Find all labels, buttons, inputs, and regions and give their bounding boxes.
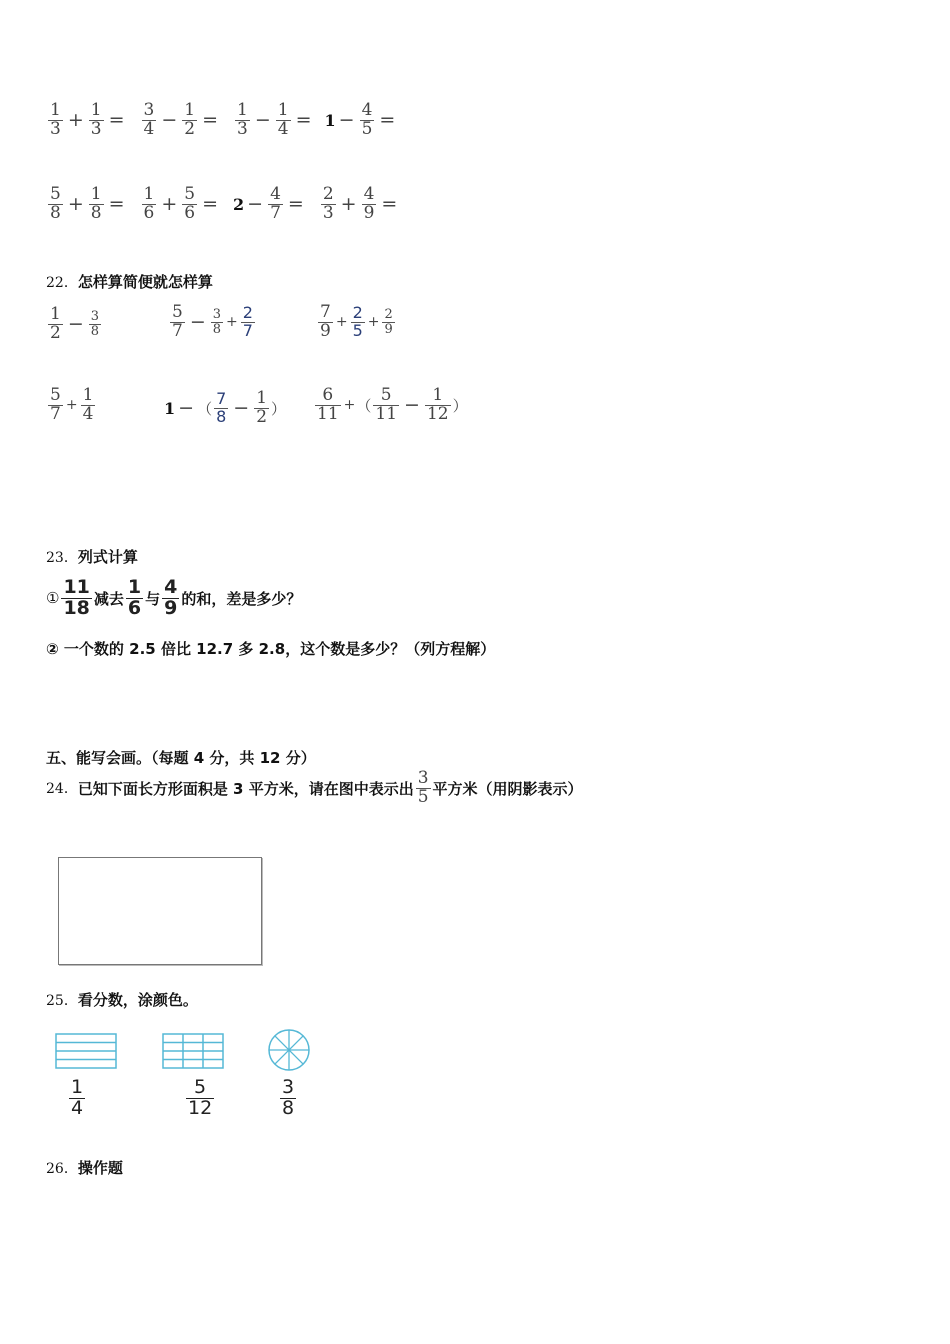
- q22-expr-5: [164, 390, 286, 427]
- question-title: 看分数，涂颜色。: [77, 991, 198, 1009]
- text-and: 与: [145, 589, 161, 608]
- fraction: $\frac{5}{12}$: [188, 1076, 213, 1119]
- section-5-heading: 五、能写会画。（每题 4 分，共 12 分）: [46, 749, 316, 767]
- fraction: $\frac{5}{7}$: [50, 385, 61, 424]
- operator: −: [161, 109, 178, 132]
- question-number: 25．: [46, 993, 78, 1009]
- q23-part-1: [46, 578, 301, 619]
- question-title: 列式计算: [77, 548, 138, 566]
- fraction: $\frac{7}{9}$: [320, 302, 331, 341]
- fraction: $\frac{1}{4}$: [71, 1076, 84, 1119]
- operator: +: [226, 314, 238, 331]
- operator: −: [189, 311, 206, 334]
- fraction: $\frac{6}{11}$: [317, 385, 339, 424]
- whole-number: 2: [233, 194, 245, 214]
- q24-text: [46, 770, 583, 807]
- fraction: $\frac{3}{8}$: [212, 307, 222, 337]
- q22-expr-4: [46, 387, 97, 424]
- rectangle-figure[interactable]: [58, 857, 262, 965]
- operator: +: [161, 193, 178, 216]
- grid-figure-twelfths[interactable]: [162, 1033, 226, 1071]
- fraction: $\frac{5}{7}$: [172, 302, 183, 341]
- whole-number: 1: [324, 110, 336, 130]
- circled-number-1: ①: [46, 589, 60, 608]
- operator: +: [340, 193, 357, 216]
- fraction: $\frac{1}{6}$: [127, 576, 142, 619]
- open-paren: （: [356, 396, 372, 415]
- question-number: 23．: [46, 550, 78, 566]
- open-paren: （: [197, 399, 213, 418]
- q22-heading: [46, 271, 213, 292]
- close-paren: ）: [271, 399, 287, 418]
- question-number: 24．: [46, 781, 78, 798]
- fraction: $\frac{3}{8}$: [90, 309, 100, 339]
- whole-number: 1: [164, 398, 176, 418]
- fraction: $\frac{1}{2}$: [256, 388, 268, 427]
- fraction: $\frac{1}{6}$: [143, 184, 155, 223]
- q23-heading: [46, 546, 138, 567]
- operator: −: [254, 109, 271, 132]
- fraction: $\frac{1}{2}$: [184, 100, 196, 139]
- equals: =: [381, 193, 398, 216]
- text-subtract: 减去: [93, 589, 124, 608]
- close-paren: ）: [452, 396, 468, 415]
- operator: +: [67, 109, 84, 132]
- fraction: $\frac{1}{8}$: [90, 184, 102, 223]
- q25-fraction-3: [278, 1078, 298, 1119]
- operator: −: [338, 109, 355, 132]
- exercise-row-1: [46, 102, 398, 139]
- q23-part-2: ② 一个数的 2.5 倍比 12.7 多 2.8，这个数是多少？（列方程解）: [46, 640, 496, 658]
- fraction: $\frac{1}{3}$: [237, 100, 248, 139]
- bar-figure-quarters[interactable]: [55, 1033, 119, 1071]
- q25-fraction-1: [67, 1078, 87, 1119]
- fraction: $\frac{4}{9}$: [363, 184, 375, 223]
- operator: −: [67, 313, 84, 336]
- fraction: $\frac{1}{12}$: [426, 385, 449, 424]
- equals: =: [295, 109, 312, 132]
- question-number: 26．: [46, 1161, 78, 1177]
- operator: −: [178, 397, 195, 420]
- q22-expr-6: [313, 387, 468, 424]
- fraction: $\frac{1}{3}$: [50, 100, 61, 139]
- fraction: $\frac{3}{5}$: [417, 768, 429, 807]
- fraction: $\frac{4}{9}$: [164, 576, 178, 619]
- equals: =: [108, 193, 125, 216]
- text-question: 的和，差是多少？: [181, 589, 302, 608]
- question-title: 操作题: [77, 1159, 123, 1177]
- fraction: $\frac{5}{8}$: [50, 184, 61, 223]
- operator: −: [233, 397, 250, 420]
- q26-heading: [46, 1157, 123, 1178]
- fraction: $\frac{3}{8}$: [282, 1076, 295, 1119]
- fraction: $\frac{1}{3}$: [90, 100, 102, 139]
- fraction: $\frac{11}{18}$: [63, 576, 90, 619]
- question-text: 平方米（用阴影表示）: [432, 779, 583, 798]
- operator: +: [367, 314, 380, 331]
- fraction: $\frac{1}{4}$: [277, 100, 289, 139]
- fraction: $\frac{2}{5}$: [352, 303, 363, 340]
- circle-figure-eighths[interactable]: [267, 1028, 311, 1072]
- q22-expr-1: [46, 306, 103, 343]
- q22-expr-2: [168, 304, 257, 341]
- fraction: $\frac{5}{11}$: [375, 385, 398, 424]
- fraction: $\frac{3}{4}$: [143, 100, 155, 139]
- fraction: $\frac{4}{7}$: [270, 184, 281, 223]
- question-text: 已知下面长方形面积是 3 平方米，请在图中表示出: [77, 779, 414, 798]
- q25-heading: [46, 989, 198, 1010]
- exercise-row-2: [46, 186, 400, 223]
- fraction: $\frac{1}{2}$: [50, 304, 61, 343]
- equals: =: [202, 193, 218, 216]
- equals: =: [287, 193, 304, 216]
- q22-expr-3: [316, 304, 397, 341]
- fraction: $\frac{2}{3}$: [322, 184, 334, 223]
- equals: =: [108, 109, 125, 132]
- operator: +: [67, 193, 84, 216]
- fraction: $\frac{7}{8}$: [216, 389, 227, 426]
- operator: −: [247, 193, 264, 216]
- q25-fraction-2: [184, 1078, 216, 1119]
- question-title: 怎样算简便就怎样算: [77, 273, 213, 291]
- operator: +: [343, 397, 356, 414]
- operator: +: [65, 397, 78, 414]
- fraction: $\frac{1}{4}$: [82, 385, 94, 424]
- question-number: 22．: [46, 275, 78, 291]
- operator: +: [335, 314, 348, 331]
- operator: −: [404, 394, 420, 417]
- equals: =: [202, 109, 218, 132]
- fraction: $\frac{4}{5}$: [361, 100, 373, 139]
- fraction: $\frac{2}{9}$: [384, 307, 393, 337]
- fraction: $\frac{5}{6}$: [184, 184, 196, 223]
- fraction: $\frac{2}{7}$: [242, 303, 253, 340]
- equals: =: [379, 109, 396, 132]
